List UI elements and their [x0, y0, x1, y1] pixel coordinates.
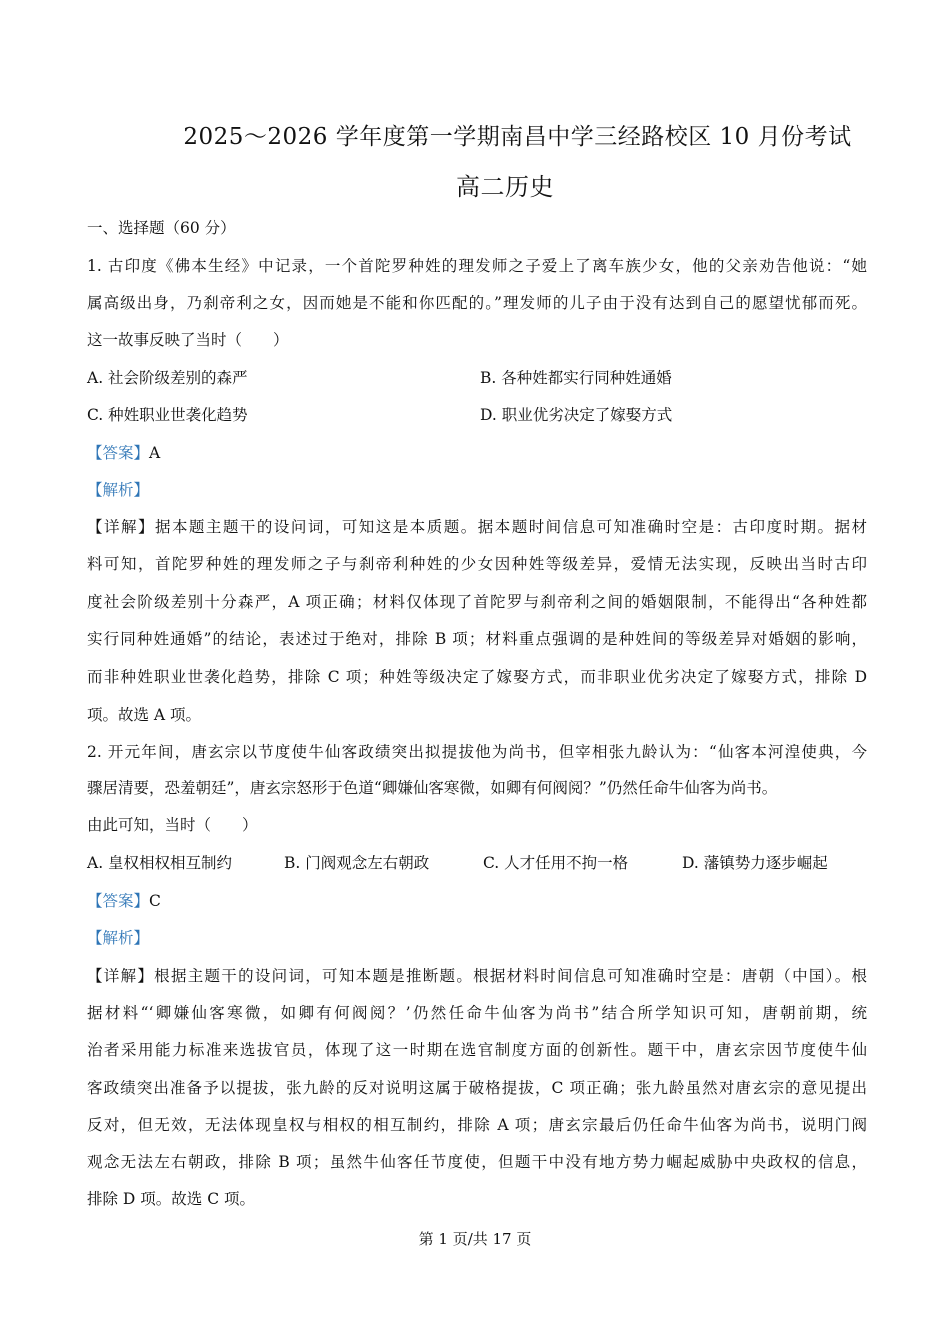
q1-detail-line: 实行同种姓通婚”的结论，表述过于绝对，排除 B 项；材料重点强调的是种姓间的等级差异对婚姻的影响，: [87, 630, 868, 648]
q2-detail-line: 治者采用能力标准来选拔官员，体现了这一时期在选官制度方面的创新性。题干中，唐玄宗因节度使牛仙: [87, 1041, 867, 1059]
detail-text: 根据主题干的设问词，可知本题是推断题。根据材料时间信息可知准确时空是：唐朝（中国）。根: [154, 967, 867, 985]
q2-detail-line: 反对，但无效，无法体现皇权与相权的相互制约，排除 A 项；唐玄宗最后仍任命牛仙客为尚书，说明门阀: [87, 1116, 867, 1134]
detail-tag: 【详解】: [87, 967, 155, 985]
q1-stem-line: 1. 古印度《佛本生经》中记录，一个首陀罗种姓的理发师之子爱上了离车族少女，他的父亲劝告他说：“她: [87, 257, 867, 275]
q2-stem-line: 2. 开元年间，唐玄宗以节度使牛仙客政绩突出拟提拔他为尚书，但宰相张九龄认为：“仙客本河湟使典，今: [87, 743, 867, 761]
q1-stem-line: 属高级出身，乃刹帝利之女，因而她是不能和你匹配的。”理发师的儿子由于没有达到自己的愿望忧郁而死。: [87, 294, 867, 312]
q2-detail-line: 据材料“‘卿嫌仙客寒微，如卿有何阀阅？’仍然任命牛仙客为尚书”结合所学知识可知，唐朝前期，统: [87, 1004, 867, 1022]
q1-option-c: C. 种姓职业世袭化趋势: [87, 406, 248, 424]
q2-option-d: D. 藩镇势力逐步崛起: [682, 854, 828, 872]
q1-analysis-tag: 【解析】: [87, 481, 150, 499]
q1-stem-line: 这一故事反映了当时（ ）: [87, 331, 289, 349]
detail-tag: 【详解】: [87, 518, 155, 536]
q2-stem-line: 由此可知，当时（ ）: [87, 816, 258, 834]
q2-detail-line: 观念无法左右朝政，排除 B 项；虽然牛仙客任节度使，但题干中没有地方势力崛起威胁中央政权的信息，: [87, 1153, 867, 1171]
q2-option-b: B. 门阀观念左右朝政: [284, 854, 430, 872]
q1-option-b: B. 各种姓都实行同种姓通婚: [480, 369, 672, 387]
q2-detail-line: 排除 D 项。故选 C 项。: [87, 1190, 255, 1208]
answer-value: C: [149, 892, 161, 910]
answer-tag: 【答案】: [87, 444, 150, 462]
detail-text: 据本题主题干的设问词，可知这是本质题。据本题时间信息可知准确时空是：古印度时期。据材: [154, 518, 867, 536]
exam-title: 2025～2026 学年度第一学期南昌中学三经路校区 10 月份考试: [183, 124, 852, 150]
q2-detail-line: [87, 964, 867, 986]
q2-answer: [87, 889, 161, 911]
exam-subtitle: 高二历史: [456, 173, 554, 201]
q1-detail-line: 项。故选 A 项。: [87, 706, 202, 724]
page-number: 第 1 页/共 17 页: [418, 1230, 532, 1248]
q1-answer: [87, 441, 160, 463]
q1-detail-line: 料可知，首陀罗种姓的理发师之子与刹帝利种姓的少女因种姓等级差异，爱情无法实现，反映出当时古印: [87, 555, 867, 573]
q1-option-d: D. 职业优劣决定了嫁娶方式: [480, 406, 673, 424]
q2-analysis-tag: 【解析】: [87, 929, 150, 947]
q2-option-a: A. 皇权相权相互制约: [87, 854, 233, 872]
q2-detail-line: 客政绩突出准备予以提拔，张九龄的反对说明这属于破格提拔，C 项正确；张九龄虽然对唐玄宗的意见提出: [87, 1079, 867, 1097]
q2-option-c: C. 人才任用不拘一格: [483, 854, 629, 872]
q2-stem-line: 骤居清要，恐羞朝廷”，唐玄宗怒形于色道“卿嫌仙客寒微，如卿有何阀阅？”仍然任命牛仙客为尚书。: [87, 779, 778, 797]
answer-value: A: [149, 444, 161, 462]
q1-detail-line: 度社会阶级差别十分森严，A 项正确；材料仅体现了首陀罗与刹帝利之间的婚姻限制，不能得出“各种姓都: [87, 593, 867, 611]
q1-option-a: A. 社会阶级差别的森严: [87, 369, 248, 387]
section-heading: 一、选择题（60 分）: [87, 219, 236, 237]
q1-detail-line: 而非种姓职业世袭化趋势，排除 C 项；种姓等级决定了嫁娶方式，而非职业优劣决定了嫁娶方式，排除 D: [87, 668, 867, 686]
answer-tag: 【答案】: [87, 892, 150, 910]
q1-detail-line: [87, 515, 867, 537]
